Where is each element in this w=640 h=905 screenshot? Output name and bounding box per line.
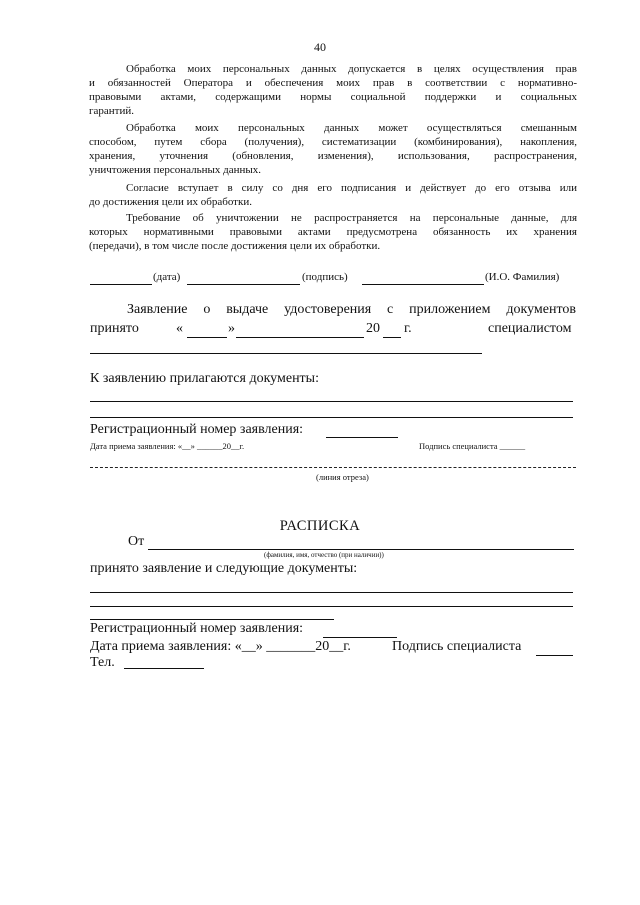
month-blank [236,337,364,338]
cut-line-label: (линия отреза) [316,472,369,482]
name-caption: (И.О. Фамилия) [485,271,560,283]
statement-specialist: специалистом [488,321,572,336]
receipt-documents-blank [90,619,334,620]
registration-specialist-signature: Подпись специалиста ______ [419,441,526,451]
date-blank [90,284,152,285]
paragraph-destruction-requirement [89,211,577,253]
paragraph-line: способом, путем сбора (получения), систематизации (комбинирования), накопления, [89,136,577,148]
paragraph-line: уничтожения персональных данных. [89,164,262,176]
name-blank [362,284,484,285]
receipt-phone-blank [124,668,204,669]
attachments-blank [90,401,573,402]
receipt-specialist-signature: Подпись специалиста [392,639,522,654]
receipt-documents-blank [90,592,573,593]
year-blank [383,337,401,338]
year-prefix: 20 [366,321,380,336]
paragraph-line: гарантий. [89,105,134,117]
paragraph-line: правовыми актами, содержащими нормы социальной поддержки и социальных [89,91,577,103]
date-caption: (дата) [153,271,181,283]
receipt-registration-number-blank [323,637,397,638]
receipt-from-hint: (фамилия, имя, отчество (при наличии)) [264,551,384,559]
year-suffix: г. [404,321,412,336]
registration-date: Дата приема заявления: «__» ______20__г. [90,441,245,451]
day-blank [187,337,227,338]
receipt-documents-blank [90,606,573,607]
registration-number-blank [326,437,398,438]
paragraph-line: Обработка моих персональных данных может осуществляться смешанным [126,122,577,134]
specialist-blank [90,353,482,354]
paragraph-processing-method [89,121,577,177]
signature-blank [187,284,300,285]
receipt-specialist-signature-blank [536,655,573,656]
quote-open: « [176,321,183,336]
paragraph-line: хранения, уточнения (обновления, изменения), использования, распространения, [89,150,577,162]
paragraph-line: Обработка моих персональных данных допускается в целях осуществления прав [126,63,577,75]
receipt-accepted-text: принято заявление и следующие документы: [90,561,358,576]
attachments-label: К заявлению прилагаются документы: [90,371,319,386]
registration-number-label: Регистрационный номер заявления: [90,422,304,437]
cut-line [90,467,576,468]
quote-close: » [228,321,235,336]
signature-caption: (подпись) [302,271,348,283]
paragraph-processing-purpose [89,62,577,118]
paragraph-line: (передачи), в том числе после достижения цели их обработки. [89,240,381,252]
paragraph-line: и обязанностей Оператора и обеспечения моих прав в соответствии с нормативно- [89,77,577,89]
paragraph-line: Согласие вступает в силу со дня его подписания и действует до его отзыва или [126,182,577,194]
attachments-blank [90,417,573,418]
receipt-title: РАСПИСКА [279,518,361,534]
paragraph-consent-validity [89,181,577,209]
receipt-from-blank [148,549,574,550]
page-number: 40 [314,40,326,54]
receipt-phone-label: Тел. [90,655,115,670]
paragraph-line: до достижения цели их обработки. [89,196,252,208]
receipt-registration-number-label: Регистрационный номер заявления: [90,621,304,636]
statement-accepted: принято [90,321,139,336]
receipt-from-label: От [128,534,145,549]
statement-line: Заявление о выдаче удостоверения с приложением документов [127,302,576,317]
paragraph-line: Требование об уничтожении не распространяется на персональные данные, для [126,212,577,224]
receipt-date: Дата приема заявления: «__» _______20__г. [90,639,351,654]
paragraph-line: которых нормативными правовыми актами предусмотрена обязанность их хранения [89,226,577,238]
